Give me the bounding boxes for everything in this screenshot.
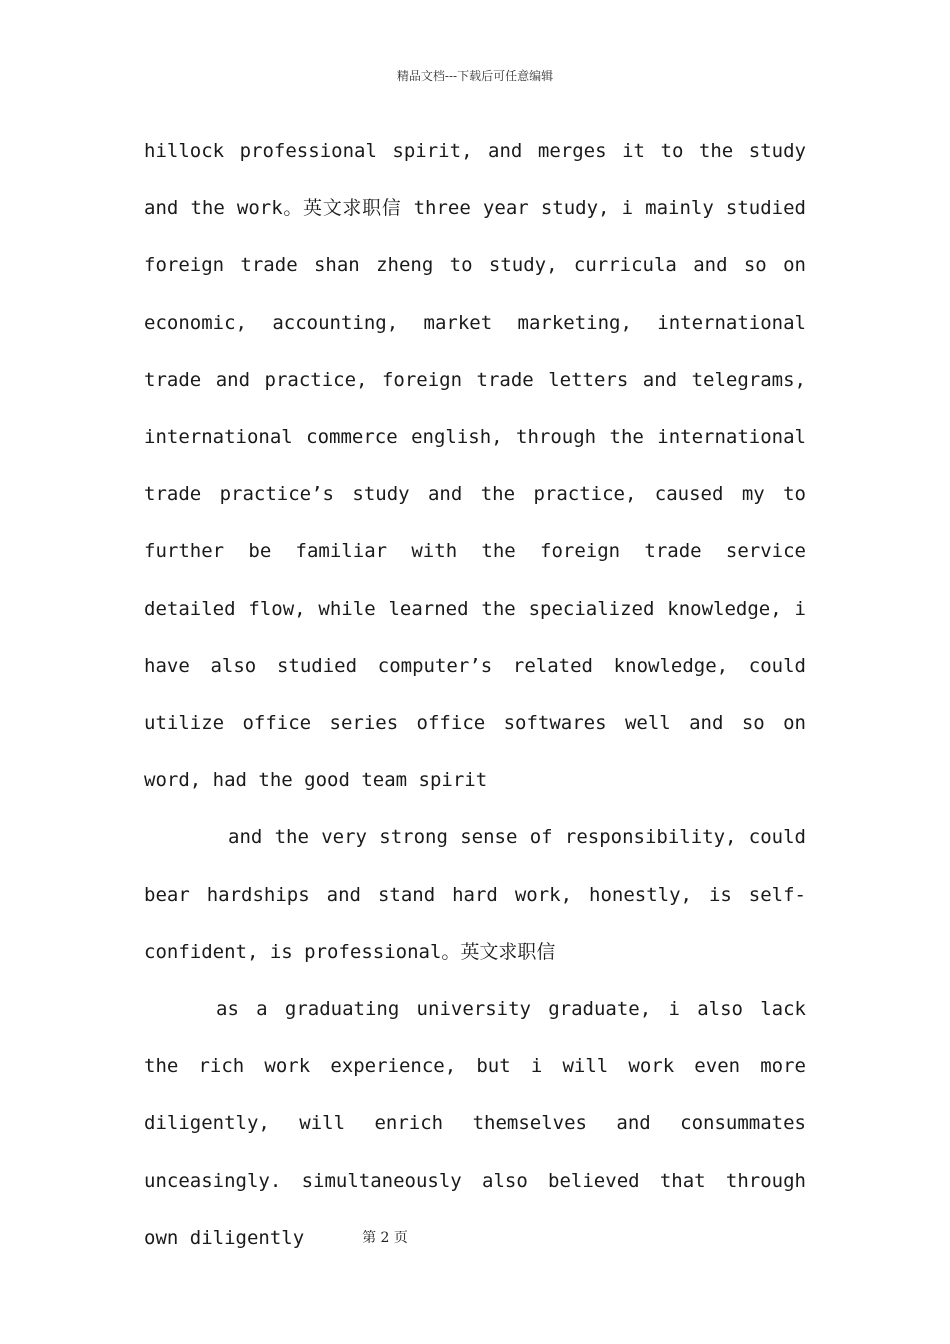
page-header: 精品文档---下载后可任意编辑 [396, 69, 554, 83]
paragraph: and the very strong sense of responsibility, could bear hardships and stand hard work, honestly, is self-confident, is professional。英文求职信 [144, 826, 806, 963]
paragraph: as a graduating university graduate, i also lack the rich work experience, but i will work even more diligently, will enrich themselves and consummates unceasingly. simultaneously also believed that through own diligently [144, 998, 806, 1249]
page-number: 第 2 页 [362, 1230, 408, 1246]
document-body [144, 123, 806, 1267]
paragraph: hillock professional spirit, and merges it to the study and the work。英文求职信 three year study, i mainly studied foreign trade shan zheng to study, curricula and so on economic, accounting, market marketing, international trade and practice, foreign trade letters and telegrams, international commerce english, through the international trade practice’s study and the practice, caused my to further be familiar with the foreign trade service detailed flow, while learned the specialized knowledge, i have also studied computer’s related knowledge, could utilize office series office softwares well and so on word, had the good team spirit [144, 140, 806, 792]
